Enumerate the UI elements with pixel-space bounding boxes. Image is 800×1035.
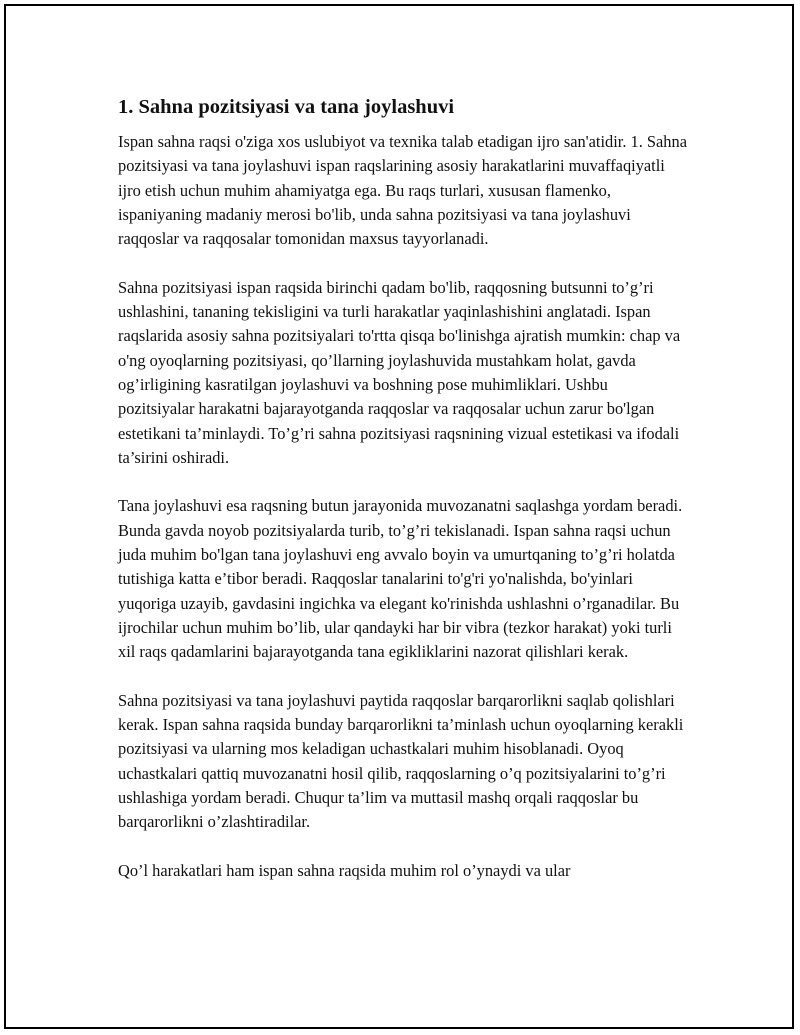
document-body (118, 94, 688, 908)
paragraph-3: Tana joylashuvi esa raqsning butun jarayonida muvozanatni saqlashga yordam beradi. Bunda gavda noyob pozitsiyalarda turib, to’g’ri tekislanadi. Ispan sahna raqsi uchun juda muhim bo'lgan tana joylashuvi eng avvalo boyin va umurtqaning to’g’ri holatda tutishiga katta e’tibor beradi. Raqqoslar tanalarini to'g'ri yo'nalishda, bo'yinlari yuqoriga uzayib, gavdasini ingichka va elegant ko'rinishda ushlashni o’rganadilar. Bu ijrochilar uchun muhim bo’lib, ular qandayki har bir vibra (tezkor harakat) yoki turli xil raqs qadamlarini bajarayotganda tana egikliklarini nazorat qilishlari kerak. (118, 496, 683, 662)
paragraph-5: Qo’l harakatlari ham ispan sahna raqsida muhim rol o’ynaydi va ular (118, 860, 571, 880)
paragraph-1: Ispan sahna raqsi o'ziga xos uslubiyot va texnika talab etadigan ijro san'atidir. 1. Sahna pozitsiyasi va tana joylashuvi ispan raqslarining asosiy harakatlarini muvaffaqiyatli ijro etish uchun muhim ahamiyatga ega. Bu raqs turlari, xususan flamenko, ispaniyaning madaniy merosi bo'lib, unda sahna pozitsiyasi va tana joylashuvi raqqoslar va raqqosalar tomonidan maxsus tayyorlanadi. (118, 132, 687, 249)
section-heading: 1. Sahna pozitsiyasi va tana joylashuvi (118, 96, 455, 118)
paragraph-2: Sahna pozitsiyasi ispan raqsida birinchi qadam bo'lib, raqqosning butsunni to’g’ri ushlashini, tananing tekisligini va turli harakatlar yaqinlashishini anglatadi. Ispan raqslarida asosiy sahna pozitsiyalari to'rtta qisqa bo'linishga ajratish mumkin: chap va o'ng oyoqlarning pozitsiyasi, qo’llarning joylashuvida mustahkam holat, gavda og’irligining kasratilgan joylashuvi va boshning pose muhimliklari. Ushbu pozitsiyalar harakatni bajarayotganda raqqoslar va raqqosalar uchun zarur bo'lgan estetikani ta’minlaydi. To’g’ri sahna pozitsiyasi raqsnining vizual estetikasi va ifodali ta’sirini oshiradi. (118, 277, 681, 467)
paragraph-4: Sahna pozitsiyasi va tana joylashuvi paytida raqqoslar barqarorlikni saqlab qolishlari kerak. Ispan sahna raqsida bunday barqarorlikni ta’minlash uchun oyoqlarning kerakli pozitsiyasi va ularning mos keladigan uchastkalari muhim hisoblanadi. Oyoq uchastkalari qattiq muvozanatni hosil qilib, raqqoslarning o’q pozitsiyalarini to’g’ri ushlashiga yordam beradi. Chuqur ta’lim va muttasil mashq orqali raqqoslar bu barqarorlikni o’zlashtiradilar. (118, 690, 684, 832)
